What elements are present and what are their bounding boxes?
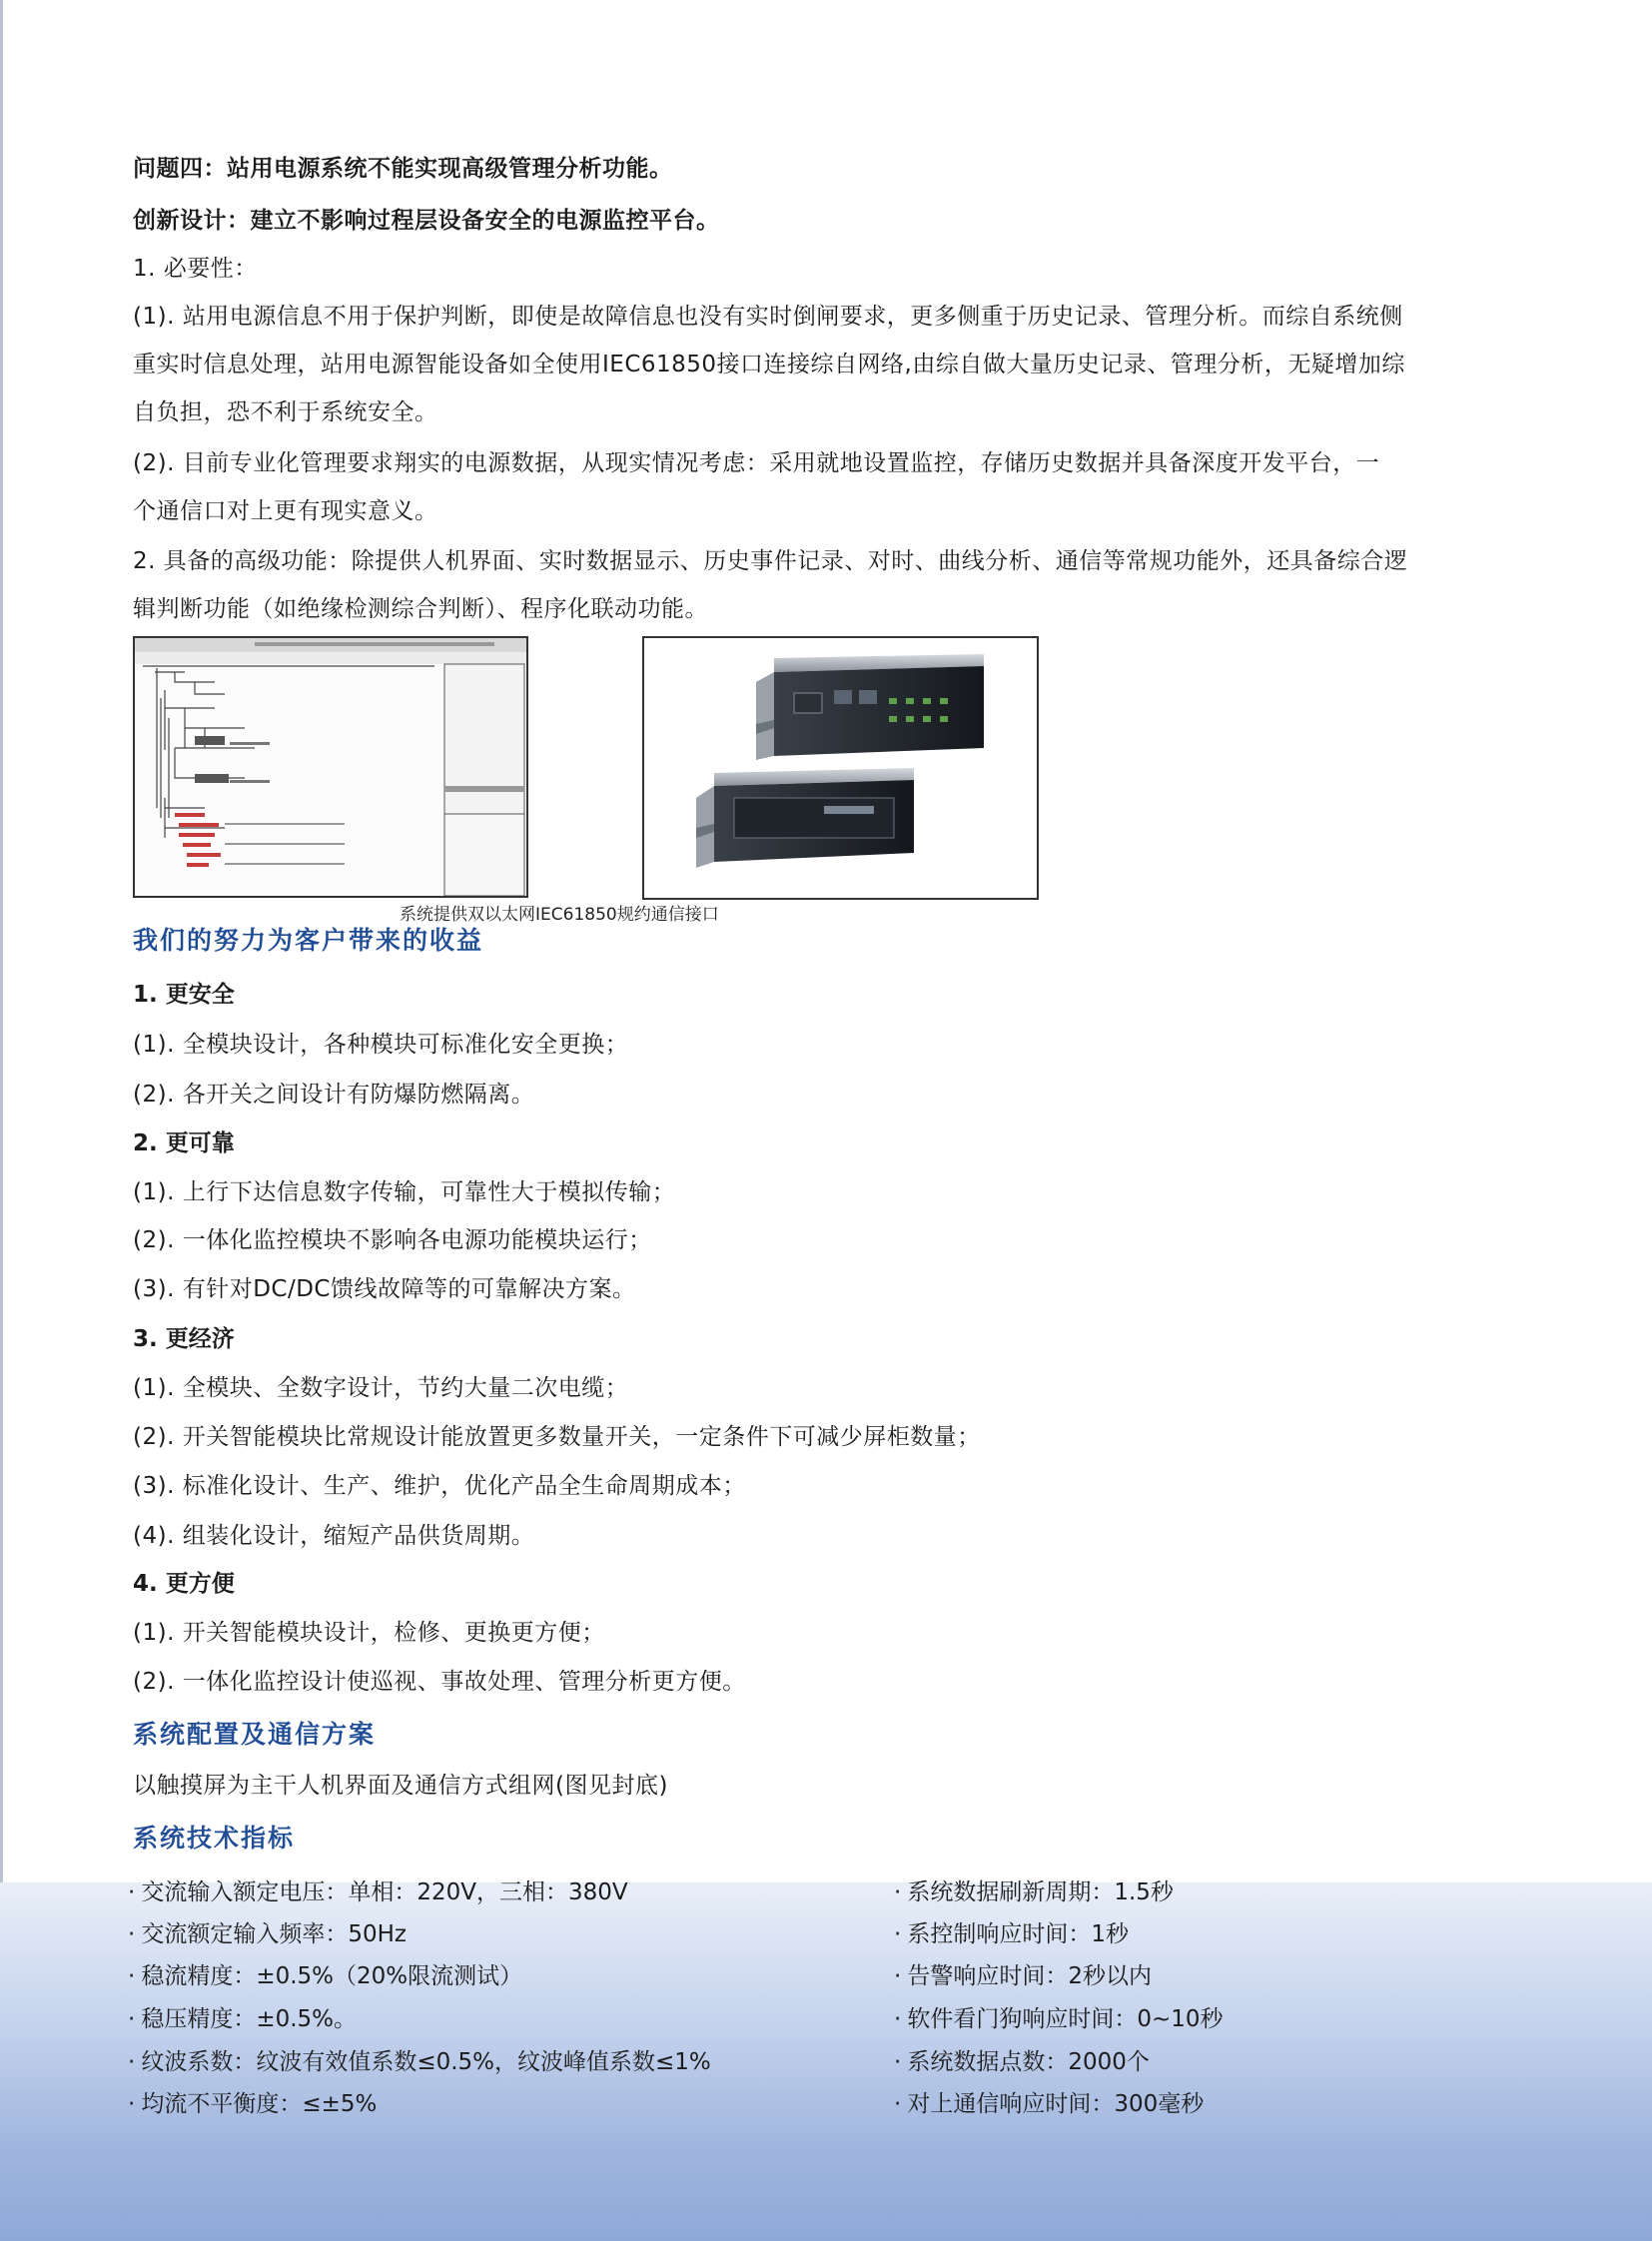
- bullet: ·: [128, 1879, 136, 1905]
- monitoring-device-illustration: [644, 638, 1037, 898]
- bullet: ·: [128, 2091, 136, 2117]
- spec-left-item: [128, 1876, 628, 1908]
- spec-left-item: [128, 1960, 522, 1992]
- spec-right-item: [894, 2046, 1150, 2078]
- problem-title: 问题四：站用电源系统不能实现高级管理分析功能。: [133, 156, 673, 182]
- spec-left-item: [128, 2003, 357, 2035]
- design-statement: 创新设计：建立不影响过程层设备安全的电源监控平台。: [133, 208, 720, 234]
- spec-text: 系统数据刷新周期：1.5秒: [907, 1879, 1174, 1905]
- device-photo-figure: [642, 636, 1039, 900]
- spec-left-item: [128, 1918, 407, 1950]
- benefit-item: (4). 组装化设计，缩短产品供货周期。: [133, 1523, 535, 1549]
- benefit-item: (2). 开关智能模块比常规设计能放置更多数量开关，一定条件下可减少屏柜数量；: [133, 1424, 981, 1450]
- config-heading: 系统配置及通信方案: [133, 1720, 377, 1749]
- benefit-group-title: 3. 更经济: [133, 1326, 235, 1352]
- spec-right-item: [894, 2088, 1204, 2120]
- spec-right-item: [894, 1918, 1129, 1950]
- benefit-item: (3). 标准化设计、生产、维护，优化产品全生命周期成本；: [133, 1473, 746, 1499]
- bullet: ·: [128, 2006, 136, 2032]
- benefit-item: (2). 各开关之间设计有防爆防燃隔离。: [133, 1082, 535, 1108]
- benefit-group-title: 4. 更方便: [133, 1571, 235, 1597]
- spec-text: 交流输入额定电压：单相：220V，三相：380V: [141, 1879, 628, 1905]
- spec-text: 软件看门狗响应时间：0~10秒: [907, 2006, 1224, 2032]
- software-tree-illustration: [135, 638, 526, 896]
- benefit-item: (1). 开关智能模块设计，检修、更换更方便；: [133, 1620, 605, 1646]
- necessity-p1-line: 自负担，恐不利于系统安全。: [133, 399, 438, 425]
- necessity-p1-line: (1). 站用电源信息不用于保护判断，即使是故障信息也没有实时倒闸要求，更多侧重于历史记录、管理分析。而综自系统侧: [133, 304, 1403, 330]
- spec-right-item: [894, 1876, 1174, 1908]
- figure-caption: 系统提供双以太网IEC61850规约通信接口: [400, 905, 719, 925]
- benefit-group-title: 2. 更可靠: [133, 1130, 235, 1156]
- spec-text: 系统数据点数：2000个: [907, 2049, 1150, 2075]
- spec-text: 对上通信响应时间：300毫秒: [907, 2091, 1205, 2117]
- bullet: ·: [894, 2091, 902, 2117]
- spec-text: 纹波系数：纹波有效值系数≤0.5%，纹波峰值系数≤1%: [141, 2049, 711, 2075]
- bullet: ·: [894, 1963, 902, 1989]
- benefit-group-title: 1. 更安全: [133, 982, 235, 1008]
- spec-text: 稳流精度：±0.5%（20%限流测试）: [141, 1963, 523, 1989]
- necessity-p1-line: 重实时信息处理，站用电源智能设备如全使用IEC61850接口连接综自网络,由综自做大量历史记录、管理分析，无疑增加综: [133, 352, 1405, 377]
- bullet: ·: [128, 1963, 136, 1989]
- spec-text: 均流不平衡度：≤±5%: [141, 2091, 378, 2117]
- spec-text: 交流额定输入频率：50Hz: [141, 1921, 407, 1947]
- bullet: ·: [128, 2049, 136, 2075]
- advanced-line: 2. 具备的高级功能：除提供人机界面、实时数据显示、历史事件记录、对时、曲线分析、通信等常规功能外，还具备综合逻: [133, 548, 1408, 574]
- software-screenshot-figure: [133, 636, 528, 898]
- config-text: 以触摸屏为主干人机界面及通信方式组网(图见封底): [133, 1773, 668, 1799]
- spec-right-item: [894, 2003, 1223, 2035]
- benefit-item: (2). 一体化监控设计使巡视、事故处理、管理分析更方便。: [133, 1669, 746, 1695]
- spec-right-item: [894, 1960, 1152, 1992]
- necessity-title: 1. 必要性：: [133, 256, 258, 282]
- benefit-item: (1). 全模块设计，各种模块可标准化安全更换；: [133, 1032, 629, 1058]
- spec-left-item: [128, 2046, 711, 2078]
- necessity-p2-line: 个通信口对上更有现实意义。: [133, 498, 438, 524]
- benefit-item: (2). 一体化监控模块不影响各电源功能模块运行；: [133, 1227, 652, 1253]
- benefits-heading: 我们的努力为客户带来的收益: [133, 926, 484, 955]
- benefit-item: (1). 上行下达信息数字传输，可靠性大于模拟传输；: [133, 1179, 676, 1205]
- benefit-item: (1). 全模块、全数字设计，节约大量二次电缆；: [133, 1375, 629, 1401]
- bullet: ·: [894, 1921, 902, 1947]
- benefit-item: (3). 有针对DC/DC馈线故障等的可靠解决方案。: [133, 1276, 636, 1302]
- specs-heading: 系统技术指标: [133, 1824, 296, 1853]
- advanced-line: 辑判断功能（如绝缘检测综合判断）、程序化联动功能。: [133, 596, 708, 622]
- spec-text: 系控制响应时间：1秒: [907, 1921, 1129, 1947]
- spec-left-item: [128, 2088, 377, 2120]
- bullet: ·: [894, 2006, 902, 2032]
- spec-text: 告警响应时间：2秒以内: [907, 1963, 1152, 1989]
- necessity-p2-line: (2). 目前专业化管理要求翔实的电源数据，从现实情况考虑：采用就地设置监控，存储历史数据并具备深度开发平台，一: [133, 450, 1380, 476]
- bullet: ·: [894, 2049, 902, 2075]
- bullet: ·: [894, 1879, 902, 1905]
- spec-text: 稳压精度：±0.5%。: [141, 2006, 358, 2032]
- bullet: ·: [128, 1921, 136, 1947]
